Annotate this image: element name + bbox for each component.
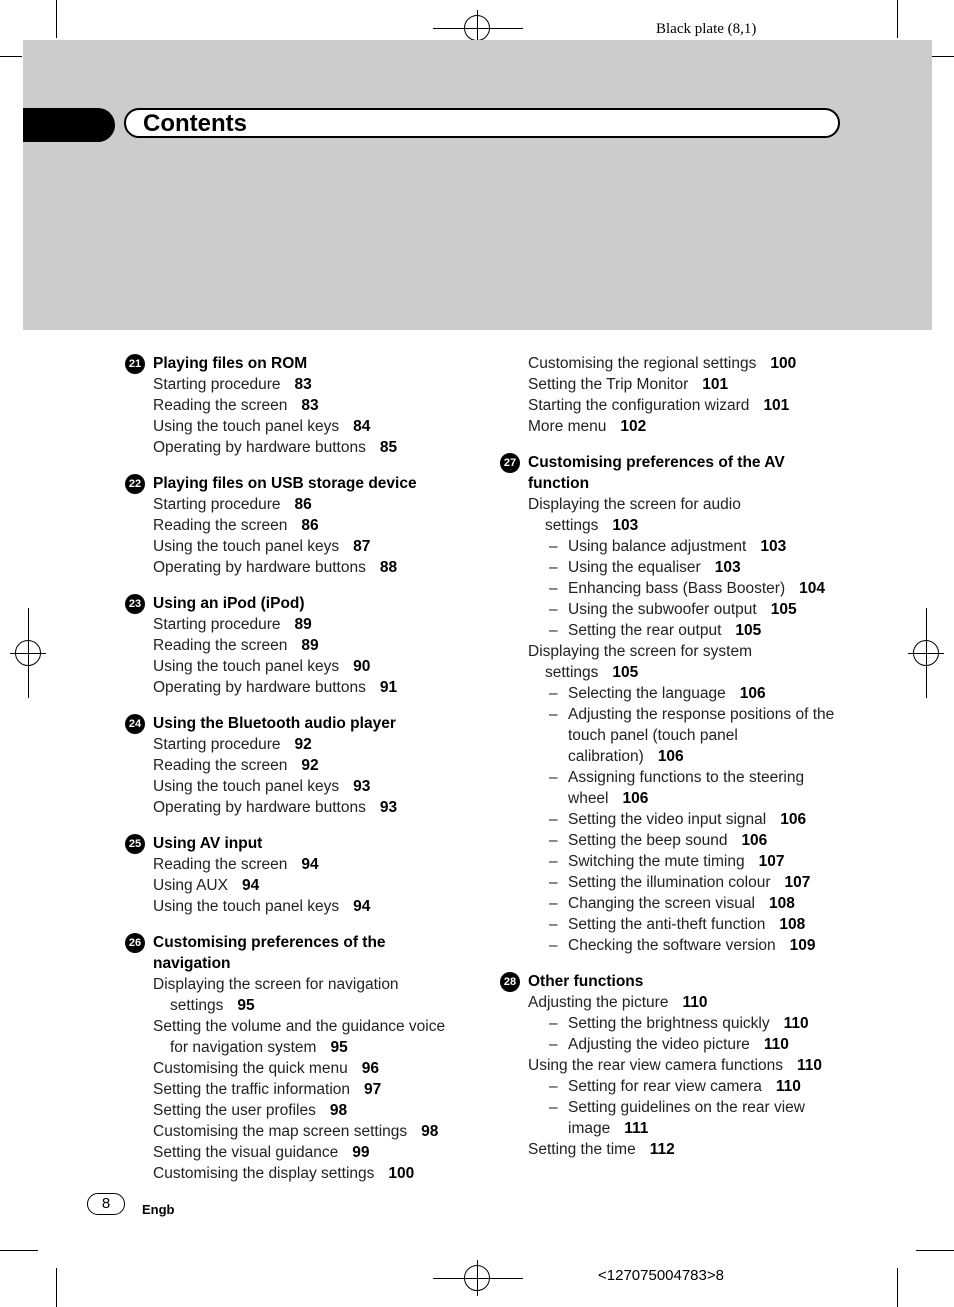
toc-entry[interactable] [500,395,850,416]
page-number: 106 [741,832,768,849]
crop-mark [897,1268,898,1307]
entry-text: Checking the software version [568,937,776,954]
toc-subentry[interactable] [500,893,850,914]
toc-subentry[interactable] [500,746,850,767]
toc-entry[interactable] [125,1037,465,1058]
entry-text: Setting the anti-theft function [568,916,766,933]
section-heading[interactable] [125,932,465,953]
page-title: Contents [143,110,247,137]
page-number: 102 [620,418,647,435]
entry-text: Setting the beep sound [568,832,728,849]
section-heading[interactable] [125,593,465,614]
header-band [23,40,932,330]
entry-text: Using the touch panel keys [153,778,340,795]
toc-subentry[interactable] [500,1118,850,1139]
crop-mark [897,0,898,38]
entry-text: calibration) [568,748,644,765]
page-number: 95 [330,1039,348,1056]
crop-mark [916,1250,954,1251]
entry-text: Setting the illumination colour [568,874,771,891]
page-number: 110 [783,1015,809,1032]
entry-text: settings [545,517,599,534]
crop-mark [56,0,57,38]
entry-text: Operating by hardware buttons [153,439,366,456]
page-number: 110 [797,1057,823,1074]
entry-text: Setting the brightness quickly [568,1015,770,1032]
page-number: 97 [364,1081,382,1098]
page-number: 83 [294,376,312,393]
section-title: Customising preferences of the AV [528,454,785,471]
dash-bullet-icon: – [549,937,558,954]
page-number: 108 [768,895,795,912]
toc-subentry[interactable] [500,620,850,641]
entry-text: Adjusting the video picture [568,1036,750,1053]
toc-subentry[interactable] [500,767,850,788]
toc-section [125,932,465,1184]
toc-entry[interactable] [125,1142,465,1163]
page-number: 94 [301,856,319,873]
dash-bullet-icon: – [549,601,558,618]
page-number: 100 [388,1165,415,1182]
entry-text: image [568,1120,611,1137]
toc-section [125,473,465,578]
toc-subentry[interactable] [500,536,850,557]
section-title: Playing files on ROM [153,355,308,372]
toc-entry[interactable] [500,416,850,437]
toc-subentry[interactable] [500,578,850,599]
page-number-badge: 8 [87,1193,125,1215]
dash-bullet-icon: – [549,538,558,555]
page-number: 107 [758,853,785,870]
entry-text: Customising the quick menu [153,1060,348,1077]
page-number: 83 [301,397,319,414]
dash-bullet-icon: – [549,580,558,597]
dash-bullet-icon: – [549,685,558,702]
page-number: 89 [294,616,312,633]
toc-entry[interactable] [500,641,850,662]
chapter-number-icon: 22 [125,474,145,494]
toc-entry[interactable] [125,395,465,416]
toc-subentry[interactable] [500,704,850,725]
entry-text: Displaying the screen for navigation [153,976,399,993]
dash-bullet-icon: – [549,559,558,576]
toc-subentry[interactable] [500,1076,850,1097]
page-number: 112 [649,1141,675,1158]
section-title: Using the Bluetooth audio player [153,715,396,732]
toc-subentry[interactable] [500,788,850,809]
entry-text: Displaying the screen for audio [528,496,741,513]
toc-entry[interactable] [125,416,465,437]
entry-text: Setting the Trip Monitor [528,376,689,393]
entry-text: Operating by hardware buttons [153,559,366,576]
chapter-number-icon: 21 [125,354,145,374]
toc-subentry[interactable] [500,872,850,893]
entry-text: Adjusting the picture [528,994,669,1011]
toc-entry[interactable] [125,374,465,395]
page-number: 93 [353,778,371,795]
toc-entry[interactable] [125,536,465,557]
page-number: 103 [760,538,787,555]
entry-text: Customising the map screen settings [153,1123,408,1140]
section-title: Using AV input [153,835,263,852]
toc-subentry[interactable] [500,683,850,704]
toc-subentry[interactable] [500,1034,850,1055]
dash-bullet-icon: – [549,622,558,639]
entry-text: Setting for rear view camera [568,1078,762,1095]
entry-text: Reading the screen [153,856,288,873]
toc-subentry[interactable] [500,830,850,851]
toc-subentry[interactable] [500,599,850,620]
toc-section [125,833,465,917]
chapter-number-icon: 25 [125,834,145,854]
section-heading[interactable] [500,452,850,473]
entry-text: Setting the traffic information [153,1081,351,1098]
dash-bullet-icon: – [549,1078,558,1095]
entry-text: Selecting the language [568,685,726,702]
toc-entry[interactable] [125,974,465,995]
toc-entry[interactable] [500,662,850,683]
entry-text: Using the touch panel keys [153,898,340,915]
entry-text: Setting the time [528,1141,636,1158]
toc-entry[interactable] [125,515,465,536]
page-number: 94 [241,877,260,894]
page-number: 110 [763,1036,789,1053]
page-number: 111 [624,1120,649,1137]
page-number: 106 [780,811,807,828]
toc-entry[interactable] [500,353,850,374]
chapter-tab [23,108,115,142]
entry-text: Displaying the screen for system [528,643,752,660]
toc-entry[interactable] [125,1100,465,1121]
toc-entry[interactable] [500,494,850,515]
toc-entry[interactable] [125,437,465,458]
page-number: 109 [789,937,816,954]
page-number: 106 [657,748,684,765]
entry-text: wheel [568,790,609,807]
section-heading[interactable] [125,833,465,854]
toc-entry[interactable] [125,1121,465,1142]
entry-text: Setting the rear output [568,622,722,639]
toc-subentry[interactable] [500,1097,850,1118]
registration-circle-icon [464,1265,490,1291]
entry-text: Operating by hardware buttons [153,799,366,816]
page-number: 105 [612,664,639,681]
toc-entry[interactable] [500,992,850,1013]
dash-bullet-icon: – [549,853,558,870]
registration-circle-icon [464,15,490,41]
entry-text: More menu [528,418,607,435]
page-number: 92 [301,757,319,774]
entry-text: Reading the screen [153,397,288,414]
page-number: 107 [784,874,811,891]
page-number: 91 [379,679,398,696]
toc-subentry[interactable] [500,557,850,578]
page-number: 99 [352,1144,370,1161]
dash-bullet-icon: – [549,769,558,786]
page-number: 95 [237,997,255,1014]
entry-text: Starting procedure [153,376,281,393]
page-number: 84 [353,418,371,435]
page-number: 89 [301,637,319,654]
toc-continued-section [500,353,850,437]
toc-entry[interactable] [500,1055,850,1076]
entry-text: Using the rear view camera functions [528,1057,784,1074]
entry-text: Reading the screen [153,517,288,534]
entry-text: settings [545,664,599,681]
page-number: 100 [770,355,797,372]
page-number: 93 [379,799,398,816]
entry-text: Using balance adjustment [568,538,747,555]
page-number: 87 [353,538,371,555]
toc-entry[interactable] [500,1139,850,1160]
toc-section [500,971,850,1160]
page-number: 106 [739,685,766,702]
entry-text: Operating by hardware buttons [153,679,366,696]
entry-text: Assigning functions to the steering [568,769,805,786]
entry-text: Setting guidelines on the rear view [568,1099,805,1116]
toc-entry[interactable] [125,494,465,515]
entry-text: touch panel (touch panel [568,727,738,744]
toc-column-right [500,353,850,1175]
toc-entry[interactable] [125,1058,465,1079]
toc-entry[interactable] [125,614,465,635]
section-heading[interactable] [125,713,465,734]
toc-subentry[interactable] [500,914,850,935]
page-number: 85 [379,439,398,456]
language-code: Engb [142,1202,175,1217]
entry-text: Customising the regional settings [528,355,757,372]
section-heading[interactable] [125,353,465,374]
chapter-number-icon: 23 [125,594,145,614]
dash-bullet-icon: – [549,874,558,891]
crop-mark [56,1268,57,1307]
toc-entry[interactable] [125,755,465,776]
dash-bullet-icon: – [549,1015,558,1032]
plate-label: Black plate (8,1) [656,21,757,37]
entry-text: Using the touch panel keys [153,658,340,675]
document-code: <127075004783>8 [598,1267,724,1284]
toc-entry[interactable] [125,656,465,677]
entry-text: Starting procedure [153,496,281,513]
entry-text: Setting the visual guidance [153,1144,339,1161]
entry-text: settings [170,997,224,1014]
toc-subentry[interactable] [500,851,850,872]
toc-entry[interactable] [125,896,465,917]
page-number: 96 [361,1060,379,1077]
entry-text: Using the touch panel keys [153,538,340,555]
entry-text: Setting the video input signal [568,811,767,828]
dash-bullet-icon: – [549,916,558,933]
toc-subentry[interactable] [500,809,850,830]
toc-entry[interactable] [125,734,465,755]
section-heading[interactable] [125,473,465,494]
section-heading[interactable] [500,971,850,992]
entry-text: Starting procedure [153,736,281,753]
section-title: Other functions [528,973,644,990]
toc-entry[interactable] [125,1163,465,1184]
toc-subentry[interactable] [500,725,850,746]
section-title: Customising preferences of the [153,934,386,951]
toc-entry[interactable] [125,995,465,1016]
entry-text: Using the subwoofer output [568,601,757,618]
entry-text: Reading the screen [153,637,288,654]
toc-section [500,452,850,956]
page-number: 110 [775,1078,801,1095]
entry-text: Using the touch panel keys [153,418,340,435]
page-number: 94 [353,898,371,915]
entry-text: Customising the display settings [153,1165,375,1182]
toc-entry[interactable] [125,677,465,698]
entry-text: Enhancing bass (Bass Booster) [568,580,786,597]
page-number: 98 [329,1102,348,1119]
chapter-number-icon: 24 [125,714,145,734]
page-number: 92 [294,736,312,753]
chapter-number-icon: 26 [125,933,145,953]
section-title: Using an iPod (iPod) [153,595,305,612]
entry-text: Setting the user profiles [153,1102,316,1119]
chapter-number-icon: 28 [500,972,520,992]
page-number: 104 [799,580,825,597]
toc-entry[interactable] [125,776,465,797]
toc-entry[interactable] [500,374,850,395]
dash-bullet-icon: – [549,706,558,723]
toc-entry[interactable] [125,1016,465,1037]
crop-mark [0,56,22,57]
toc-entry[interactable] [125,557,465,578]
entry-text: Setting the volume and the guidance voice [153,1018,446,1035]
crop-mark [932,56,954,57]
section-title: navigation [153,955,231,972]
entry-text: Using AUX [153,877,228,894]
entry-text: Starting the configuration wizard [528,397,750,414]
page-number: 103 [714,559,741,576]
page-number: 101 [763,397,790,414]
dash-bullet-icon: – [549,895,558,912]
page-number: 88 [379,559,398,576]
page-number: 101 [702,376,729,393]
section-title: function [528,475,590,492]
entry-text: Reading the screen [153,757,288,774]
page-number: 90 [353,658,371,675]
section-heading-cont[interactable] [500,473,850,494]
toc-entry[interactable] [500,515,850,536]
page-number: 86 [294,496,312,513]
registration-circle-icon [15,640,41,666]
dash-bullet-icon: – [549,811,558,828]
entry-text: Starting procedure [153,616,281,633]
page-number: 105 [770,601,797,618]
toc-section [125,713,465,818]
toc-section [125,593,465,698]
toc-section [125,353,465,458]
page-number: 108 [779,916,806,933]
entry-text: for navigation system [170,1039,317,1056]
toc-entry[interactable] [125,797,465,818]
page-number: 86 [301,517,319,534]
page-number: 110 [682,994,708,1011]
toc-entry[interactable] [125,635,465,656]
dash-bullet-icon: – [549,832,558,849]
entry-text: Using the equaliser [568,559,701,576]
page-number: 103 [612,517,639,534]
dash-bullet-icon: – [549,1099,558,1116]
entry-text: Switching the mute timing [568,853,745,870]
entry-text: Changing the screen visual [568,895,755,912]
toc-entry[interactable] [125,1079,465,1100]
dash-bullet-icon: – [549,1036,558,1053]
toc-subentry[interactable] [500,1013,850,1034]
registration-circle-icon [913,640,939,666]
page-number: 105 [735,622,762,639]
page-number: 98 [421,1123,439,1140]
crop-mark [0,1250,38,1251]
toc-subentry[interactable] [500,935,850,956]
page-number: 106 [622,790,649,807]
section-title: Playing files on USB storage device [153,475,417,492]
toc-column-left [125,353,465,1199]
entry-text: Adjusting the response positions of the [568,706,835,723]
chapter-number-icon: 27 [500,453,520,473]
toc-entry[interactable] [125,854,465,875]
toc-entry[interactable] [125,875,465,896]
section-heading-cont[interactable] [125,953,465,974]
